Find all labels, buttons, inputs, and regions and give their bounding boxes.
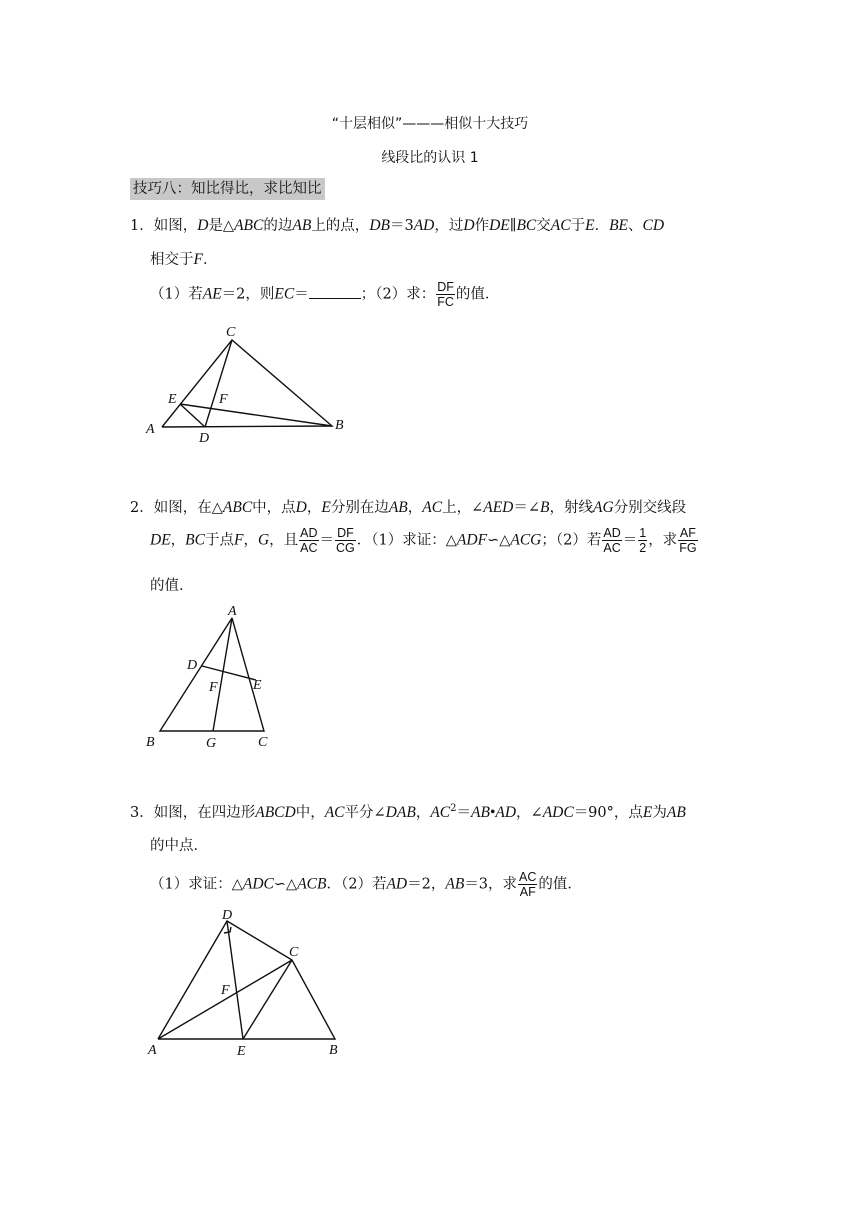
figure-1 (140, 320, 360, 445)
fraction: $\frac{1}{2}$ (639, 526, 647, 555)
label-c: C (258, 735, 268, 750)
segment-ce (243, 960, 292, 1039)
problem-1-line-1: 1．如图，D是△ABC的边AB上的点，DB＝3AD，过D作DE∥BC交AC于E．BE、CD (130, 217, 665, 234)
label-f: F (209, 680, 218, 695)
problem-3-line-2: 的中点． (150, 838, 208, 854)
problem-2-line-1: 2．如图，在△ABC中，点D，E分别在边AB，AC上，∠AED＝∠B，射线AG分别交线段 (130, 499, 687, 516)
problem-1-line-3: （1）若AE＝2，则EC＝ ；（2）求： $\frac{DF}{FC}$ 的值． (150, 280, 500, 309)
label-b: B (146, 735, 155, 750)
fraction: $\frac{AD}{AC}$ (300, 526, 318, 555)
fraction: $\frac{DF}{FC}$ (437, 280, 454, 309)
fraction: $\frac{AD}{AC}$ (603, 526, 621, 555)
triangle-abc (160, 618, 264, 731)
label-f: F (221, 983, 230, 998)
label-a: A (146, 422, 155, 437)
segment-cd (205, 340, 232, 427)
label-e: E (253, 678, 262, 693)
label-d: D (222, 908, 233, 923)
label-d: D (199, 431, 210, 445)
label-c: C (289, 945, 299, 960)
diagonal-ac (158, 960, 292, 1039)
problem-2-line-3: 的值． (150, 578, 194, 594)
problem-1-line-2: 相交于F． (150, 251, 218, 268)
label-g: G (206, 736, 217, 751)
figure-2 (140, 600, 290, 755)
fraction: $\frac{AF}{FG}$ (679, 526, 697, 555)
problem-3-line-1: 3．如图，在四边形ABCD中，AC平分∠DAB，$AC^2=AB•AD$，∠ADC＝90°，点E为AB (130, 803, 686, 821)
quadrilateral-abcd (158, 921, 335, 1039)
label-b: B (335, 418, 344, 433)
label-b: B (329, 1043, 338, 1058)
label-a: A (148, 1043, 157, 1058)
label-a: A (228, 604, 237, 619)
label-d: D (187, 658, 198, 673)
ray-ag (213, 618, 232, 731)
fraction: $\frac{DF}{CG}$ (336, 526, 355, 555)
label-c: C (226, 325, 236, 340)
problem-2-line-2: DE，BC于点F，G，且 $\frac{AD}{AC}$ ＝ $\frac{DF}{CG}$ ．（1）求证：△ADF∽△ACG；（2）若 $\frac{AD}{AC}$ ＝ $\frac{1}{2}$ ，求 $\frac{AF}{FG}$ (150, 526, 697, 555)
section-tag: 技巧八：知比得比，求比知比 (130, 178, 325, 200)
label-e: E (168, 392, 177, 407)
problem-3-line-3: （1）求证：△ADC∽△ACB．（2）若AD＝2，AB＝3，求 $\frac{AC}{AF}$ 的值． (150, 870, 582, 899)
fraction: $\frac{AC}{AF}$ (519, 870, 537, 899)
answer-blank (309, 286, 361, 299)
page-title: “十层相似”———相似十大技巧 (331, 116, 529, 132)
page-subtitle: 线段比的认识 1 (381, 150, 479, 166)
label-f: F (219, 392, 228, 407)
label-e: E (237, 1044, 246, 1059)
segment-de (227, 921, 243, 1039)
figure-3 (140, 900, 355, 1065)
